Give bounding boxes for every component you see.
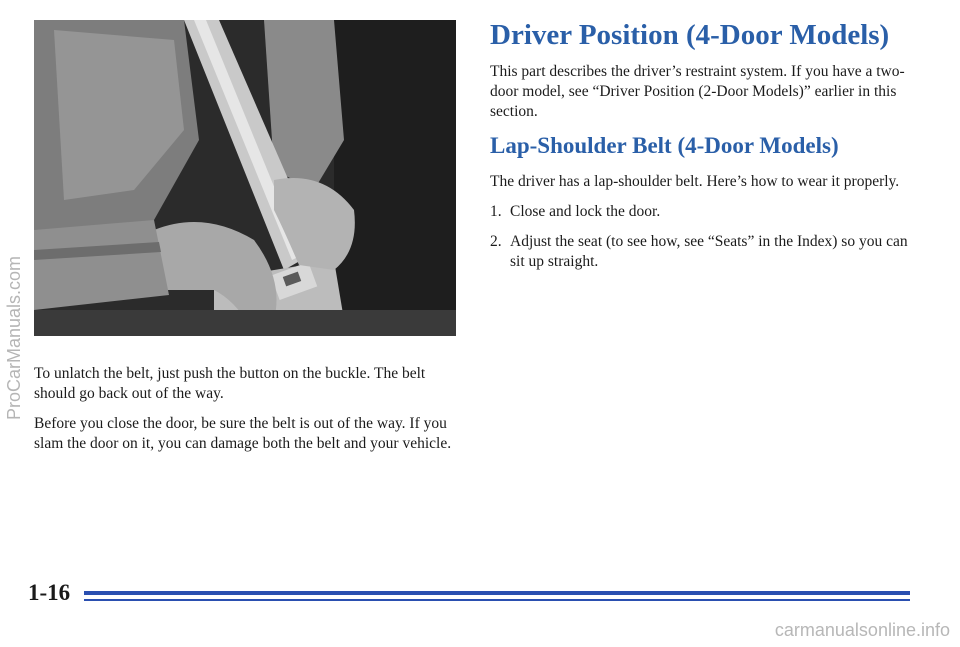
- right-column: [490, 18, 920, 282]
- seatbelt-buckle-photo: [34, 20, 456, 336]
- intro-paragraph: This part describes the driver’s restraint system. If you have a two-door model, see “Driver Position (2-Door Models)” earlier in this section.: [490, 63, 905, 120]
- left-column: [34, 364, 454, 464]
- step-item: [490, 232, 920, 272]
- step-item: [490, 202, 920, 222]
- subsection-heading: Lap-Shoulder Belt (4-Door Models): [490, 133, 839, 158]
- step-number: 2.: [490, 233, 502, 250]
- footer-rule-thin: [84, 599, 910, 601]
- page-footer: [28, 578, 910, 608]
- step-text: Close and lock the door.: [510, 203, 661, 220]
- step-text: Adjust the seat (to see how, see “Seats” in the Index) so you can sit up straight.: [510, 233, 908, 270]
- section-title: Driver Position (4-Door Models): [490, 19, 890, 51]
- steps-list: [490, 202, 920, 272]
- page-number: 1-16: [28, 580, 71, 605]
- site-watermark: carmanualsonline.info: [774, 620, 950, 640]
- lap-belt-paragraph: The driver has a lap-shoulder belt. Here’s how to wear it properly.: [490, 173, 900, 190]
- footer-rule-thick: [84, 591, 910, 595]
- door-warning-paragraph: Before you close the door, be sure the belt is out of the way. If you slam the door on it, you can damage both the belt and your vehicle.: [34, 415, 452, 452]
- side-watermark: ProCarManuals.com: [4, 255, 24, 420]
- unlatch-paragraph: To unlatch the belt, just push the button on the buckle. The belt should go back out of the way.: [34, 365, 426, 402]
- step-number: 1.: [490, 203, 502, 220]
- seatbelt-illustration: [34, 20, 456, 336]
